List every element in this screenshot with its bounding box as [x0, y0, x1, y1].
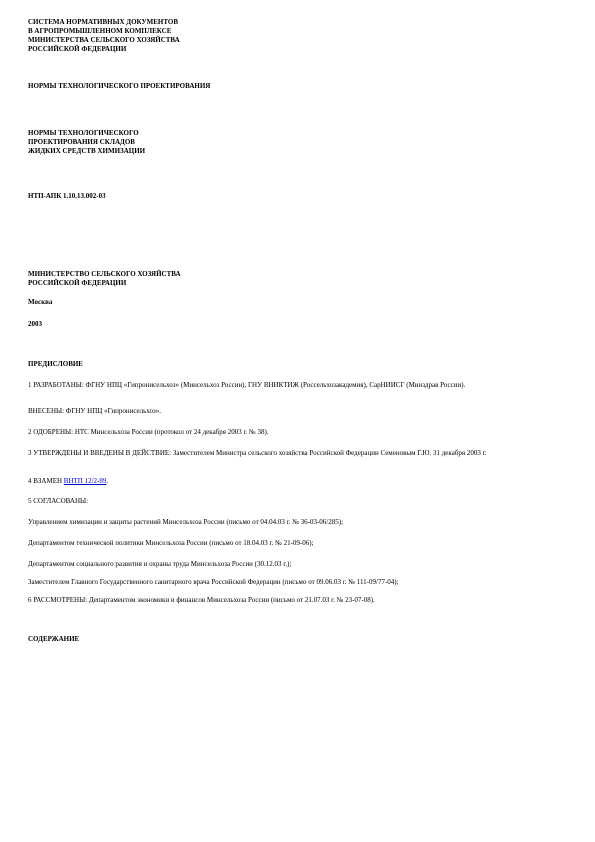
year: 2003	[28, 320, 42, 328]
agreement-item-4: Заместителем Главного Государственного санитарного врача Российской Федерации (письмо от 09.06.03 г. № 111-09/77-04);	[28, 578, 399, 586]
org-line-3: МИНИСТЕРСТВА СЕЛЬСКОГО ХОЗЯЙСТВА	[28, 36, 180, 44]
org-line-4: РОССИЙСКОЙ ФЕДЕРАЦИИ	[28, 45, 127, 53]
foreword-enacted: 3 УТВЕРЖДЕНЫ И ВВЕДЕНЫ В ДЕЙСТВИЕ: Заместителем Министра сельского хозяйства Российской Федерации Семеновым Г.Ю. 31 декабря 2003 г.	[28, 449, 487, 457]
replaces-suffix: .	[106, 477, 109, 485]
ministry-line-2: РОССИЙСКОЙ ФЕДЕРАЦИИ	[28, 279, 127, 287]
series-title: НОРМЫ ТЕХНОЛОГИЧЕСКОГО ПРОЕКТИРОВАНИЯ	[28, 82, 211, 90]
contents-heading: СОДЕРЖАНИЕ	[28, 635, 80, 643]
organization-header	[28, 18, 560, 54]
org-line-1: СИСТЕМА НОРМАТИВНЫХ ДОКУМЕНТОВ	[28, 18, 179, 26]
agreement-item-1: Управлением химизации и защиты растений Минсельхоза России (письмо от 04.04.03 г. № 36-03-06/285);	[28, 518, 344, 526]
title-line-2: ПРОЕКТИРОВАНИЯ СКЛАДОВ	[28, 138, 135, 146]
document-code: НТП-АПК 1.10.13.002-03	[28, 192, 106, 200]
foreword-reviewed: 6 РАССМОТРЕНЫ: Департаментом экономики и финансов Минсельхоза России (письмо от 21.07.03 г. № 23-07-08).	[28, 596, 375, 604]
document-title	[28, 129, 560, 156]
agreement-item-2: Департаментом технической политики Минсельхоза России (письмо от 18.04.03 г. № 21-09-06);	[28, 539, 314, 547]
foreword-agreed-heading: 5 СОГЛАСОВАНЫ:	[28, 497, 89, 505]
title-line-3: ЖИДКИХ СРЕДСТВ ХИМИЗАЦИИ	[28, 147, 146, 155]
foreword-approved: 2 ОДОБРЕНЫ: НТС Минсельхоза России (протокол от 24 декабря 2003 г. № 38).	[28, 428, 269, 436]
org-line-2: В АГРОПРОМЫШЛЕННОМ КОМПЛЕКСЕ	[28, 27, 172, 35]
agreement-item-3: Департаментом социального развития и охраны труда Минсельхоза России (30.12.03 г.);	[28, 560, 292, 568]
ministry-line-1: МИНИСТЕРСТВО СЕЛЬСКОГО ХОЗЯЙСТВА	[28, 270, 181, 278]
foreword-heading: ПРЕДИСЛОВИЕ	[28, 360, 83, 368]
replaces-prefix: 4 ВЗАМЕН	[28, 477, 64, 485]
title-line-1: НОРМЫ ТЕХНОЛОГИЧЕСКОГО	[28, 129, 139, 137]
ministry-block	[28, 270, 560, 288]
foreword-developers: 1 РАЗРАБОТАНЫ: ФГНУ НПЦ «Гипронисельхоз» (Минсельхоз России), ГНУ ВНИКТИЖ (Россельхозакадемия), СарНИИСГ (Минздрав России).	[28, 381, 466, 389]
city: Москва	[28, 298, 53, 306]
replaced-standard-link[interactable]: ВНТП 12/2-89	[63, 477, 107, 485]
foreword-replaces	[28, 477, 560, 486]
foreword-introduced: ВНЕСЕНЫ: ФГНУ НПЦ «Гипронисельхоз».	[28, 407, 162, 415]
